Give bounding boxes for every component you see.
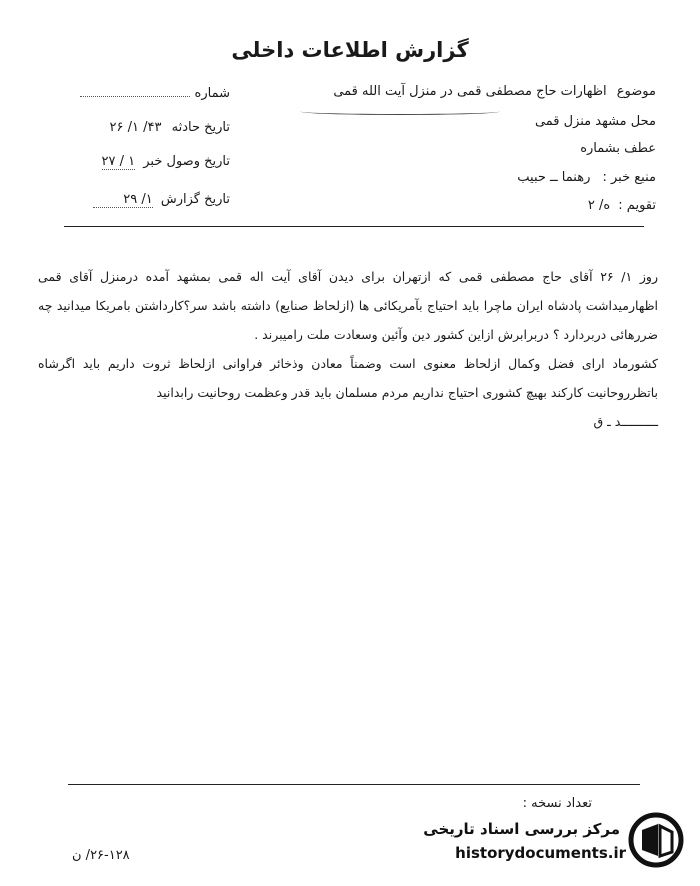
report-date-value: ۱/ ۲۹ (93, 192, 153, 208)
copies-label: تعداد نسخه : (522, 796, 592, 811)
body-paragraph-2: کشورماد ارای فضل وکمال ازلحاظ معنوی است وضمناً معادن وذخائر فراوانی ازلحاظ ثروت داریم باید اگرشاه باتظرروحانیت کارکند بهیچ کشوری احتیاج نداریم مردم مسلمان باید قدر وعظمت روحانیت رابدانید (38, 356, 658, 400)
incident-date-label: تاریخ حادثه (171, 120, 230, 135)
incident-date-field (70, 120, 230, 135)
footer-divider (68, 784, 640, 785)
evaluation-value: ه/ ۲ (587, 198, 611, 213)
number-field (70, 86, 230, 101)
watermark-title: مرکز بررسی اسناد تاریخی (423, 820, 620, 838)
evaluation-label: تقویم : (618, 198, 656, 213)
source-label: منبع خبر : (602, 170, 656, 185)
number-dotline (80, 96, 190, 97)
report-body (38, 262, 658, 436)
report-date-label: تاریخ گزارش (160, 192, 230, 207)
reference-label: عطف بشماره (580, 141, 656, 156)
receipt-date-field (70, 154, 230, 170)
subject-label: موضوع (616, 84, 656, 99)
location-field (256, 114, 656, 129)
source-value: رهنما ــ حبیب (517, 170, 591, 185)
evaluation-field (256, 198, 656, 213)
location-value: مشهد منزل قمی (534, 114, 627, 129)
page-code: ۲۶-۱۲۸/ ن (72, 848, 130, 863)
page-title: گزارش اطلاعات داخلی (231, 38, 469, 62)
incident-date-value: ۴۳/ ۱/ ۲۶ (109, 120, 162, 135)
watermark-url: historydocuments.ir (455, 844, 626, 862)
reference-field (256, 141, 656, 156)
receipt-date-label: تاریخ وصول خبر (143, 154, 230, 169)
watermark-logo-icon (628, 812, 684, 868)
number-label: شماره (194, 86, 230, 101)
receipt-date-value: ۱ / ۲۷ (101, 154, 136, 169)
source-field (256, 170, 656, 185)
header-divider (64, 226, 644, 227)
subject-value: اظهارات حاج مصطفی قمی در منزل آیت الله قمی (333, 84, 607, 99)
body-paragraph-1: روز ۱/ ۲۶ آقای حاج مصطفی قمی که ازتهران برای دیدن آقای آیت اله قمی بمشهد آمده درمنزل آقای قمی اظهارمیداشت پادشاه ایران ماچرا باید احتیاج بآمریکائی ها (ازلحاظ صنایع) داشته باشد سر؟کارداشتن بامریکا میدانید چه ضررهائی دربردارد ؟ دربرابرش ازاین کشور دین وآئین وسعادت ملت رامیبرند . (38, 269, 658, 342)
location-label: محل (630, 114, 656, 129)
signature: ــــــــــد ـ ق (593, 414, 658, 429)
report-date-field (70, 192, 230, 208)
subject-field (256, 84, 656, 99)
copies-field (392, 796, 592, 811)
